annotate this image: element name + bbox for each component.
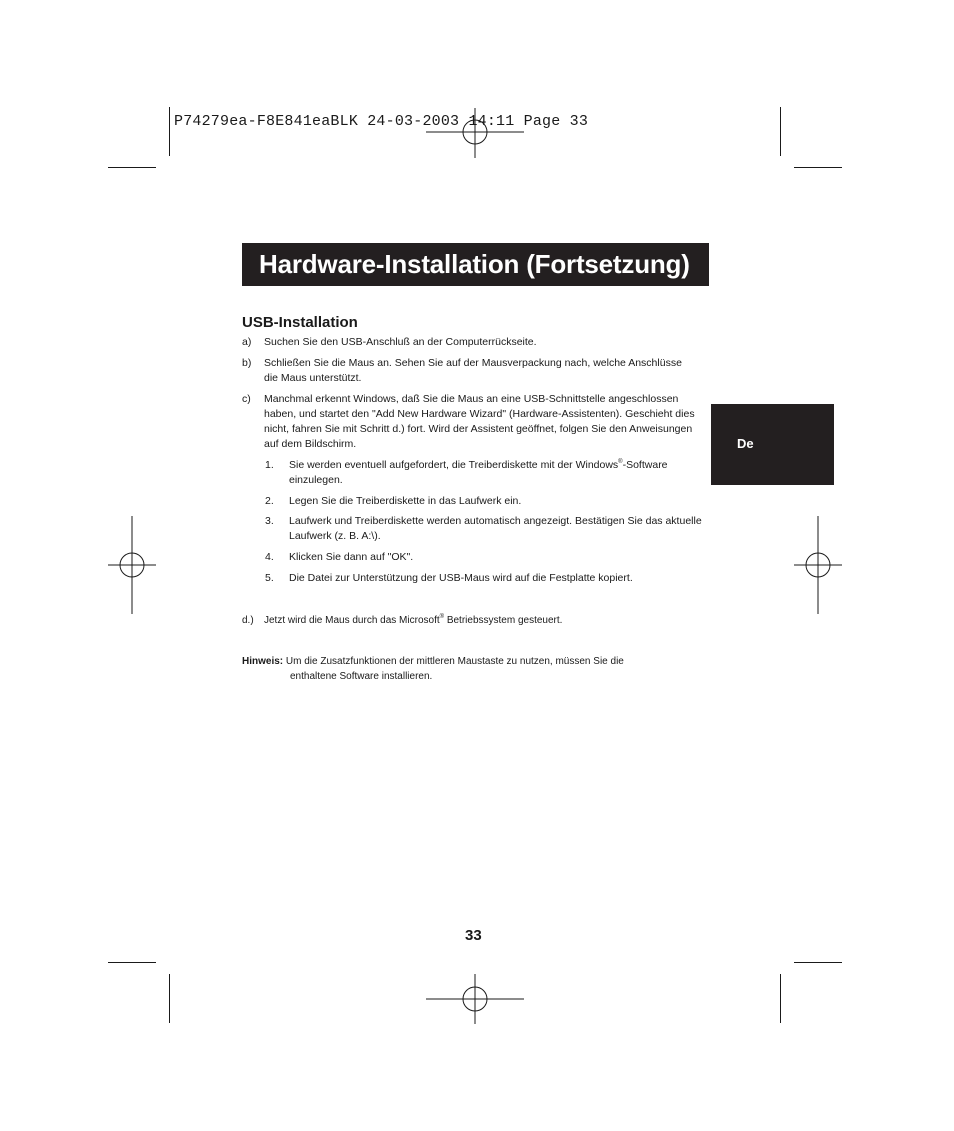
list-item-text: Schließen Sie die Maus an. Sehen Sie auf der Mausverpackung nach, welche Anschlüsse die Maus unterstützt.	[264, 357, 682, 384]
language-tab	[711, 404, 834, 485]
list-item-c	[242, 392, 702, 452]
step-number: 4.	[265, 551, 274, 563]
registration-mark-bottom-icon	[426, 974, 524, 1024]
note-text-line2: enthaltene Software installieren.	[290, 671, 433, 682]
step-2	[265, 494, 705, 509]
step-number: 3.	[265, 515, 274, 527]
step-3	[265, 514, 705, 544]
step-text: Sie werden eventuell aufgefordert, die Treiberdiskette mit der Windows®-Software einzulegen.	[289, 459, 668, 486]
title-bar	[242, 243, 709, 286]
registration-mark-right-icon	[794, 516, 842, 614]
list-item-label: b)	[242, 357, 252, 369]
step-text: Laufwerk und Treiberdiskette werden automatisch angezeigt. Bestätigen Sie das aktuelle Laufwerk (z. B. A:\).	[289, 515, 702, 542]
step-number: 2.	[265, 495, 274, 507]
note-text-line1: Um die Zusatzfunktionen der mittleren Maustaste zu nutzen, müssen Sie die	[285, 656, 624, 667]
step-text: Legen Sie die Treiberdiskette in das Laufwerk ein.	[289, 495, 522, 507]
list-item-label: c)	[242, 393, 251, 405]
list-item-b	[242, 356, 692, 386]
step-number: 1.	[265, 459, 274, 471]
language-tab-label: De	[737, 436, 754, 451]
step-5	[265, 571, 705, 586]
step-1	[265, 458, 695, 488]
page-number: 33	[465, 927, 482, 944]
note	[242, 654, 712, 684]
list-item-d	[242, 613, 712, 628]
step-4	[265, 550, 705, 565]
list-item-text: Manchmal erkennt Windows, daß Sie die Maus an eine USB-Schnittstelle angeschlossen haben, und startet den "Add New Hardware Wizard" (Hardware-Assistenten). Geschieht dies nicht, fahren Sie mit Schritt d.) fort. Wird der Assistent geöffnet, folgen Sie den Anweisungen auf dem Bildschirm.	[264, 393, 695, 450]
page-title: Hardware-Installation (Fortsetzung)	[259, 249, 690, 279]
print-slug-line: P74279ea-F8E841eaBLK 24-03-2003 14:11 Page 33	[174, 113, 589, 130]
list-item-label: d.)	[242, 615, 254, 626]
list-item-label: a)	[242, 336, 252, 348]
step-text: Die Datei zur Unterstützung der USB-Maus wird auf die Festplatte kopiert.	[289, 572, 633, 584]
list-item-text: Suchen Sie den USB-Anschluß an der Computerrückseite.	[264, 336, 537, 348]
registration-mark-left-icon	[108, 516, 156, 614]
section-heading: USB-Installation	[242, 314, 358, 331]
step-number: 5.	[265, 572, 274, 584]
list-item-a	[242, 335, 712, 350]
list-item-text: Jetzt wird die Maus durch das Microsoft® Betriebssystem gesteuert.	[264, 614, 563, 626]
note-label: Hinweis:	[242, 656, 284, 667]
step-text: Klicken Sie dann auf "OK".	[289, 551, 414, 563]
